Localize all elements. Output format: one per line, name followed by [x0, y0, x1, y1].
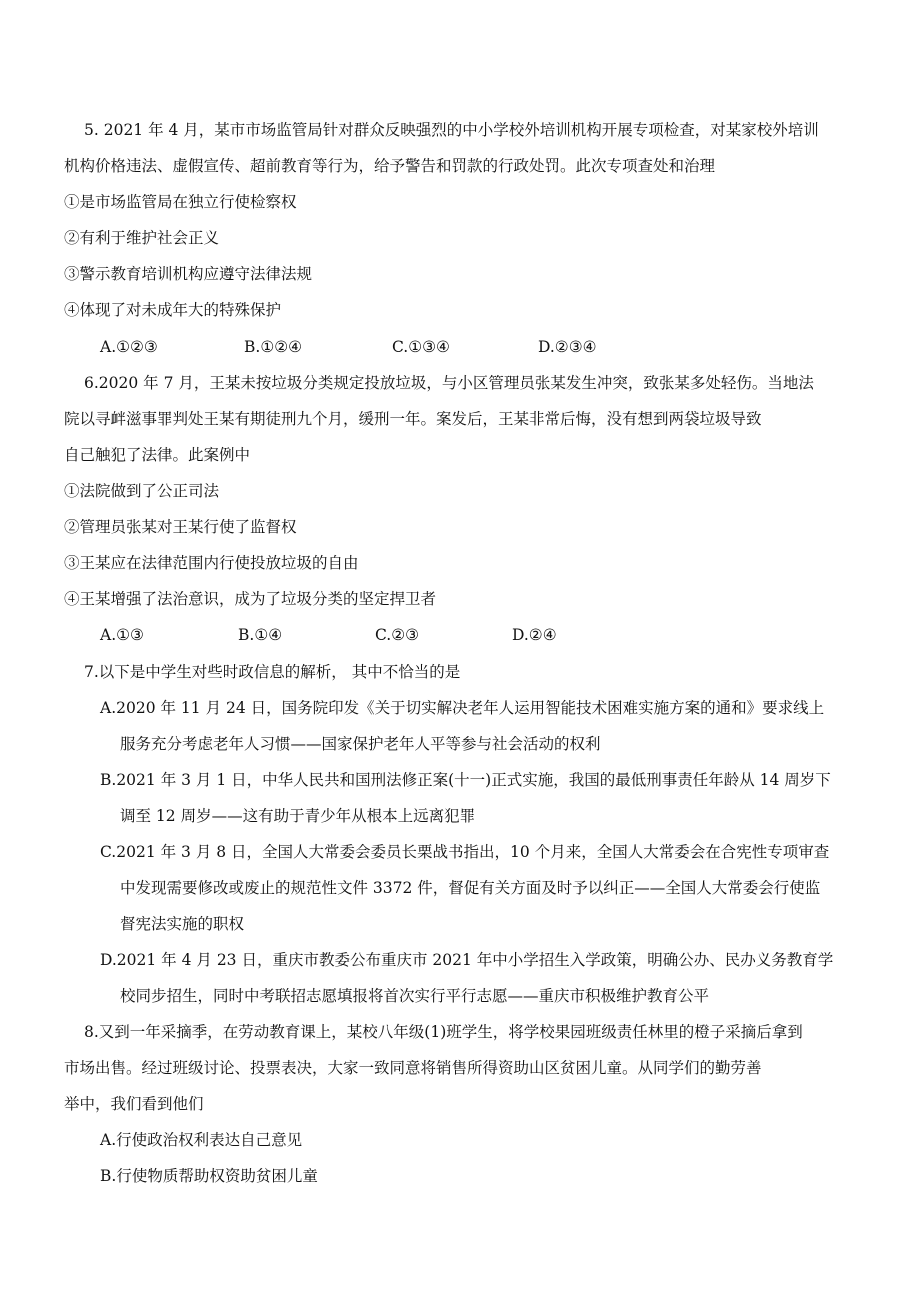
q8-stem-line-1: 8.又到一年采摘季，在劳动教育课上，某校八年级(1)班学生，将学校果园班级责任林里的橙子采摘后拿到 — [84, 1023, 803, 1041]
q6-item-3: ③王某应在法律范围内行使投放垃圾的自由 — [64, 554, 359, 572]
q6-stem-line-3: 自己触犯了法律。此案例中 — [64, 446, 251, 464]
q7-option-c-line-1: C.2021 年 3 月 8 日，全国人大常委会委员长栗战书指出，10 个月来，全国人大常委会在合宪性专项审查 — [100, 843, 830, 861]
q5-item-1: ①是市场监管局在独立行使检察权 — [64, 193, 297, 211]
q8-stem-line-2: 市场出售。经过班级讨论、投票表决，大家一致同意将销售所得资助山区贫困儿童。从同学们的勤劳善 — [64, 1059, 762, 1077]
q5-stem-line-1: 5. 2021 年 4 月，某市市场监管局针对群众反映强烈的中小学校外培训机构开展专项检查，对某家校外培训 — [84, 121, 819, 139]
q6-option-c: C.②③ — [375, 626, 420, 644]
q5-option-a: A.①②③ — [100, 338, 158, 356]
q7-option-c-line-2: 中发现需要修改或废止的规范性文件 3372 件，督促有关方面及时予以纠正——全国人大常委会行使监 — [120, 879, 821, 897]
q8-stem-line-3: 举中，我们看到他们 — [64, 1095, 204, 1113]
q6-item-1: ①法院做到了公正司法 — [64, 482, 220, 500]
q6-stem-line-2: 院以寻衅滋事罪判处王某有期徒刑九个月，缓刑一年。案发后，王某非常后悔，没有想到两袋垃圾导致 — [64, 410, 762, 428]
q5-stem-line-2: 机构价格违法、虚假宣传、超前教育等行为，给予警告和罚款的行政处罚。此次专项查处和治理 — [64, 157, 716, 175]
q8-option-b: B.行使物质帮助权资助贫困儿童 — [100, 1167, 318, 1185]
q7-option-a-line-1: A.2020 年 11 月 24 日，国务院印发《关于切实解决老年人运用智能技术困难实施方案的通和》要求线上 — [100, 699, 825, 717]
q5-option-d: D.②③④ — [538, 338, 597, 356]
q8-option-a: A.行使政治权利表达自己意见 — [100, 1131, 303, 1149]
q5-option-c: C.①③④ — [392, 338, 450, 356]
q7-option-a-line-2: 服务充分考虑老年人习惯——国家保护老年人平等参与社会活动的权利 — [120, 735, 601, 753]
q7-option-b-line-2: 调至 12 周岁——这有助于青少年从根本上远离犯罪 — [120, 807, 476, 825]
q7-option-d-line-2: 校同步招生，同时中考联招志愿填报将首次实行平行志愿——重庆市积极维护教育公平 — [120, 987, 710, 1005]
q7-option-b-line-1: B.2021 年 3 月 1 日，中华人民共和国刑法修正案(十一)正式实施，我国的最低刑事责任年龄从 14 周岁下 — [100, 771, 831, 789]
q6-option-a: A.①③ — [100, 626, 144, 644]
q7-stem: 7.以下是中学生对些时政信息的解析， 其中不恰当的是 — [84, 663, 461, 681]
q5-option-b: B.①②④ — [244, 338, 303, 356]
q6-option-d: D.②④ — [512, 626, 557, 644]
q7-option-c-line-3: 督宪法实施的职权 — [120, 915, 245, 933]
q5-item-3: ③警示教育培训机构应遵守法律法规 — [64, 265, 313, 283]
q6-option-b: B.①④ — [238, 626, 283, 644]
q7-option-d-line-1: D.2021 年 4 月 23 日，重庆市教委公布重庆市 2021 年中小学招生入学政策，明确公办、民办义务教育学 — [100, 951, 834, 969]
q5-item-2: ②有利于维护社会正义 — [64, 229, 220, 247]
q6-stem-line-1: 6.2020 年 7 月，王某未按垃圾分类规定投放垃圾，与小区管理员张某发生冲突，致张某多处轻伤。当地法 — [84, 374, 814, 392]
q5-item-4: ④体现了对未成年大的特殊保护 — [64, 301, 282, 319]
q6-item-2: ②管理员张某对王某行使了监督权 — [64, 518, 297, 536]
q6-item-4: ④王某增强了法治意识，成为了垃圾分类的坚定捍卫者 — [64, 590, 437, 608]
